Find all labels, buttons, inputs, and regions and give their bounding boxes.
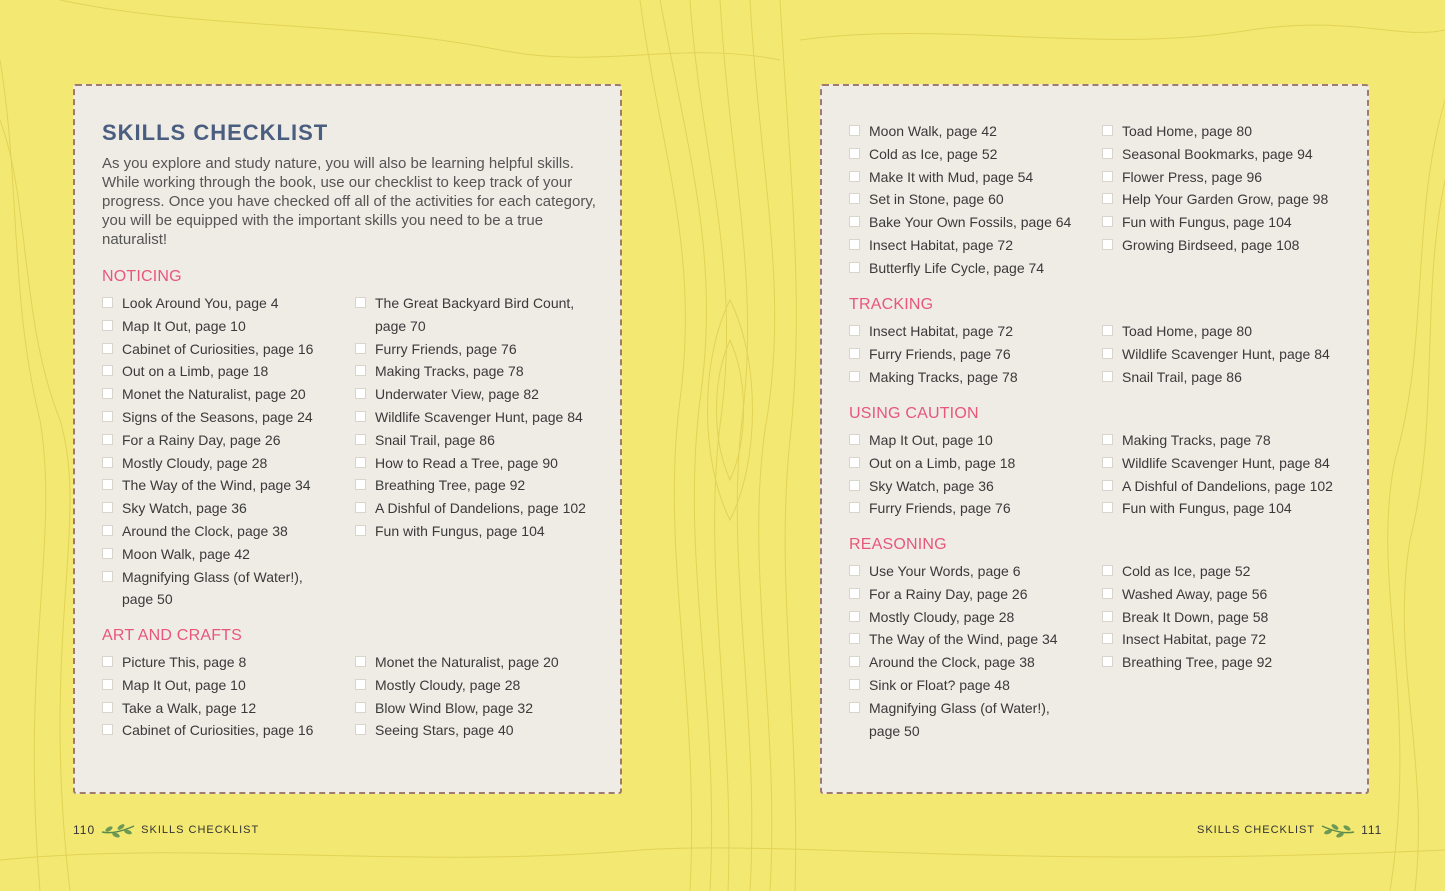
checkbox[interactable] xyxy=(355,388,366,399)
section-heading-art: ART AND CRAFTS xyxy=(102,627,243,644)
checklist-item[interactable]: Breathing Tree, page 92 xyxy=(1102,651,1352,674)
checkbox[interactable] xyxy=(849,216,860,227)
sprig-icon xyxy=(1321,822,1355,838)
reasoning-list-col1 xyxy=(849,560,1089,742)
checkbox[interactable] xyxy=(102,434,113,445)
intro-paragraph: As you explore and study nature, you will also be learning helpful skills. While working through the book, use our checklist to keep track of your progress. Once you have checked off all of the activities for each category, you will be equipped with the important skills you need to be a true naturalist! xyxy=(102,155,596,248)
checklist-item[interactable]: Fun with Fungus, page 104 xyxy=(1102,211,1352,234)
checklist-item-continuation: page 70 xyxy=(375,317,426,334)
noticing-list-col1 xyxy=(102,292,342,611)
tracking-list-col1 xyxy=(849,320,1089,388)
checkbox[interactable] xyxy=(849,502,860,513)
checklist-item[interactable]: Insect Habitat, page 72 xyxy=(849,234,1089,257)
checklist-item[interactable]: Washed Away, page 56 xyxy=(1102,583,1352,606)
checklist-item[interactable]: Furry Friends, page 76 xyxy=(849,497,1089,520)
checkbox[interactable] xyxy=(1102,239,1113,250)
checkbox[interactable] xyxy=(102,525,113,536)
checklist-item[interactable]: Set in Stone, page 60 xyxy=(849,188,1089,211)
checklist-item[interactable]: Monet the Naturalist, page 20 xyxy=(355,651,605,674)
checklist-item[interactable]: How to Read a Tree, page 90 xyxy=(355,452,605,475)
checkbox[interactable] xyxy=(849,193,860,204)
checklist-item[interactable]: Sky Watch, page 36 xyxy=(102,497,342,520)
checklist-item[interactable]: Break It Down, page 58 xyxy=(1102,606,1352,629)
checkbox[interactable] xyxy=(355,411,366,422)
art-cont-list-col1 xyxy=(849,120,1089,280)
checkbox[interactable] xyxy=(355,656,366,667)
checkbox[interactable] xyxy=(102,457,113,468)
checkbox[interactable] xyxy=(849,239,860,250)
checklist-item[interactable]: Look Around You, page 4 xyxy=(102,292,342,315)
checkbox[interactable] xyxy=(849,633,860,644)
checkbox[interactable] xyxy=(1102,502,1113,513)
checkbox[interactable] xyxy=(355,297,366,308)
checkbox[interactable] xyxy=(102,479,113,490)
checklist-item[interactable]: Bake Your Own Fossils, page 64 xyxy=(849,211,1089,234)
checkbox[interactable] xyxy=(102,502,113,513)
checklist-item[interactable]: Fun with Fungus, page 104 xyxy=(1102,497,1352,520)
checkbox[interactable] xyxy=(1102,193,1113,204)
sprig-icon xyxy=(101,822,135,838)
checklist-item[interactable]: Sink or Float? page 48 xyxy=(849,674,1089,697)
checklist-item[interactable]: A Dishful of Dandelions, page 102 xyxy=(355,497,605,520)
art-list-col1 xyxy=(102,651,342,742)
page-title: SKILLS CHECKLIST xyxy=(102,120,329,145)
checkbox[interactable] xyxy=(102,297,113,308)
checkbox[interactable] xyxy=(355,679,366,690)
checklist-item[interactable]: The Way of the Wind, page 34 xyxy=(102,474,342,497)
checklist-panel-left xyxy=(73,84,622,794)
checklist-item[interactable]: Around the Clock, page 38 xyxy=(849,651,1089,674)
checkbox[interactable] xyxy=(1102,457,1113,468)
checklist-item[interactable]: Insect Habitat, page 72 xyxy=(1102,628,1352,651)
caution-list-col2 xyxy=(1102,429,1352,520)
checklist-item[interactable]: Seasonal Bookmarks, page 94 xyxy=(1102,143,1352,166)
checklist-item[interactable]: Furry Friends, page 76 xyxy=(355,338,605,361)
checklist-item[interactable]: Mostly Cloudy, page 28 xyxy=(355,674,605,697)
checklist-item[interactable]: Map It Out, page 10 xyxy=(849,429,1089,452)
art-list-col2 xyxy=(355,651,605,742)
checklist-item[interactable]: Map It Out, page 10 xyxy=(102,315,342,338)
checklist-item[interactable]: Growing Birdseed, page 108 xyxy=(1102,234,1352,257)
checkbox[interactable] xyxy=(102,702,113,713)
checkbox[interactable] xyxy=(1102,565,1113,576)
checkbox[interactable] xyxy=(1102,371,1113,382)
checkbox[interactable] xyxy=(849,565,860,576)
checkbox[interactable] xyxy=(102,343,113,354)
checkbox[interactable] xyxy=(849,125,860,136)
checklist-item[interactable]: Mostly Cloudy, page 28 xyxy=(849,606,1089,629)
checkbox[interactable] xyxy=(102,548,113,559)
checklist-item[interactable]: The Great Backyard Bird Count, xyxy=(355,292,605,315)
checklist-item[interactable]: Help Your Garden Grow, page 98 xyxy=(1102,188,1352,211)
checklist-item[interactable]: Out on a Limb, page 18 xyxy=(849,452,1089,475)
checkbox[interactable] xyxy=(355,479,366,490)
section-heading-noticing: NOTICING xyxy=(102,268,182,285)
checkbox[interactable] xyxy=(102,571,113,582)
checklist-item[interactable]: Cold as Ice, page 52 xyxy=(849,143,1089,166)
checklist-item[interactable]: The Way of the Wind, page 34 xyxy=(849,628,1089,651)
checkbox[interactable] xyxy=(102,656,113,667)
checklist-item-continuation: page 50 xyxy=(869,722,920,739)
checkbox[interactable] xyxy=(102,320,113,331)
checkbox[interactable] xyxy=(849,480,860,491)
checklist-item[interactable]: Make It with Mud, page 54 xyxy=(849,166,1089,189)
checklist-item-continuation: page 50 xyxy=(122,591,173,608)
checklist-item[interactable]: Making Tracks, page 78 xyxy=(355,360,605,383)
checklist-item[interactable]: Underwater View, page 82 xyxy=(355,383,605,406)
checklist-item[interactable]: Cabinet of Curiosities, page 16 xyxy=(102,338,342,361)
checklist-item[interactable]: For a Rainy Day, page 26 xyxy=(102,429,342,452)
checkbox[interactable] xyxy=(102,724,113,735)
checkbox[interactable] xyxy=(355,434,366,445)
section-heading-tracking: TRACKING xyxy=(849,296,934,313)
checkbox[interactable] xyxy=(355,525,366,536)
checkbox[interactable] xyxy=(102,679,113,690)
checkbox[interactable] xyxy=(849,588,860,599)
checkbox[interactable] xyxy=(355,702,366,713)
checkbox[interactable] xyxy=(1102,171,1113,182)
checklist-item[interactable]: Seeing Stars, page 40 xyxy=(355,719,605,742)
checklist-item[interactable]: Toad Home, page 80 xyxy=(1102,320,1352,343)
checklist-item[interactable]: Making Tracks, page 78 xyxy=(1102,429,1352,452)
checklist-item[interactable]: A Dishful of Dandelions, page 102 xyxy=(1102,475,1352,498)
checklist-item[interactable]: Wildlife Scavenger Hunt, page 84 xyxy=(1102,452,1352,475)
checkbox[interactable] xyxy=(849,457,860,468)
checklist-item[interactable]: Cold as Ice, page 52 xyxy=(1102,560,1352,583)
footer-label-right: SKILLS CHECKLIST xyxy=(1197,824,1316,836)
checklist-item[interactable]: Snail Trail, page 86 xyxy=(1102,366,1352,389)
checklist-item[interactable]: Toad Home, page 80 xyxy=(1102,120,1352,143)
checkbox[interactable] xyxy=(355,365,366,376)
checkbox[interactable] xyxy=(102,411,113,422)
checkbox[interactable] xyxy=(1102,611,1113,622)
footer-right xyxy=(1197,822,1382,838)
checkbox[interactable] xyxy=(849,262,860,273)
checkbox[interactable] xyxy=(1102,588,1113,599)
checklist-item[interactable]: Moon Walk, page 42 xyxy=(849,120,1089,143)
checklist-item[interactable]: Wildlife Scavenger Hunt, page 84 xyxy=(355,406,605,429)
checkbox[interactable] xyxy=(849,325,860,336)
checklist-item[interactable]: Furry Friends, page 76 xyxy=(849,343,1089,366)
checklist-item[interactable]: Magnifying Glass (of Water!), xyxy=(102,566,342,589)
checklist-item[interactable]: Moon Walk, page 42 xyxy=(102,543,342,566)
checkbox[interactable] xyxy=(1102,656,1113,667)
checkbox[interactable] xyxy=(849,171,860,182)
checkbox[interactable] xyxy=(1102,633,1113,644)
checkbox[interactable] xyxy=(849,611,860,622)
checklist-item[interactable]: Breathing Tree, page 92 xyxy=(355,474,605,497)
checkbox[interactable] xyxy=(849,371,860,382)
checkbox[interactable] xyxy=(355,457,366,468)
checklist-item[interactable]: For a Rainy Day, page 26 xyxy=(849,583,1089,606)
caution-list-col1 xyxy=(849,429,1089,520)
checklist-item[interactable]: Snail Trail, page 86 xyxy=(355,429,605,452)
checkbox[interactable] xyxy=(849,434,860,445)
checklist-item[interactable]: Mostly Cloudy, page 28 xyxy=(102,452,342,475)
noticing-list-col2 xyxy=(355,292,605,543)
tracking-list-col2 xyxy=(1102,320,1352,388)
checkbox[interactable] xyxy=(102,365,113,376)
reasoning-list-col2 xyxy=(1102,560,1352,674)
checklist-item[interactable]: Signs of the Seasons, page 24 xyxy=(102,406,342,429)
footer-left xyxy=(73,822,259,838)
page-number-right: 111 xyxy=(1361,823,1383,837)
checklist-item[interactable]: Around the Clock, page 38 xyxy=(102,520,342,543)
checkbox[interactable] xyxy=(1102,325,1113,336)
checkbox[interactable] xyxy=(849,148,860,159)
checkbox[interactable] xyxy=(1102,434,1113,445)
checkbox[interactable] xyxy=(1102,148,1113,159)
checklist-item[interactable]: Insect Habitat, page 72 xyxy=(849,320,1089,343)
checkbox[interactable] xyxy=(849,656,860,667)
checklist-item[interactable]: Cabinet of Curiosities, page 16 xyxy=(102,719,342,742)
checklist-item[interactable]: Making Tracks, page 78 xyxy=(849,366,1089,389)
checklist-item[interactable]: Wildlife Scavenger Hunt, page 84 xyxy=(1102,343,1352,366)
checkbox[interactable] xyxy=(102,388,113,399)
checkbox[interactable] xyxy=(1102,216,1113,227)
section-heading-reasoning: REASONING xyxy=(849,536,947,553)
page-number-left: 110 xyxy=(73,823,96,837)
checklist-item[interactable]: Map It Out, page 10 xyxy=(102,674,342,697)
checkbox[interactable] xyxy=(849,348,860,359)
art-cont-list-col2 xyxy=(1102,120,1352,257)
checkbox[interactable] xyxy=(355,724,366,735)
section-heading-caution: USING CAUTION xyxy=(849,405,979,422)
checklist-item[interactable]: Fun with Fungus, page 104 xyxy=(355,520,605,543)
checkbox[interactable] xyxy=(1102,125,1113,136)
checklist-item[interactable]: Picture This, page 8 xyxy=(102,651,342,674)
checklist-item[interactable]: Sky Watch, page 36 xyxy=(849,475,1089,498)
checkbox[interactable] xyxy=(355,502,366,513)
checklist-item[interactable]: Monet the Naturalist, page 20 xyxy=(102,383,342,406)
checklist-item[interactable]: Use Your Words, page 6 xyxy=(849,560,1089,583)
checkbox[interactable] xyxy=(355,343,366,354)
checklist-item[interactable]: Take a Walk, page 12 xyxy=(102,697,342,720)
checklist-item[interactable]: Butterfly Life Cycle, page 74 xyxy=(849,257,1089,280)
checklist-item[interactable]: Blow Wind Blow, page 32 xyxy=(355,697,605,720)
checkbox[interactable] xyxy=(849,702,860,713)
checklist-item[interactable]: Out on a Limb, page 18 xyxy=(102,360,342,383)
checklist-item[interactable]: Magnifying Glass (of Water!), xyxy=(849,697,1089,720)
footer-label-left: SKILLS CHECKLIST xyxy=(141,824,260,836)
checkbox[interactable] xyxy=(849,679,860,690)
checklist-item[interactable]: Flower Press, page 96 xyxy=(1102,166,1352,189)
checkbox[interactable] xyxy=(1102,348,1113,359)
checklist-panel-right xyxy=(820,84,1369,794)
checkbox[interactable] xyxy=(1102,480,1113,491)
